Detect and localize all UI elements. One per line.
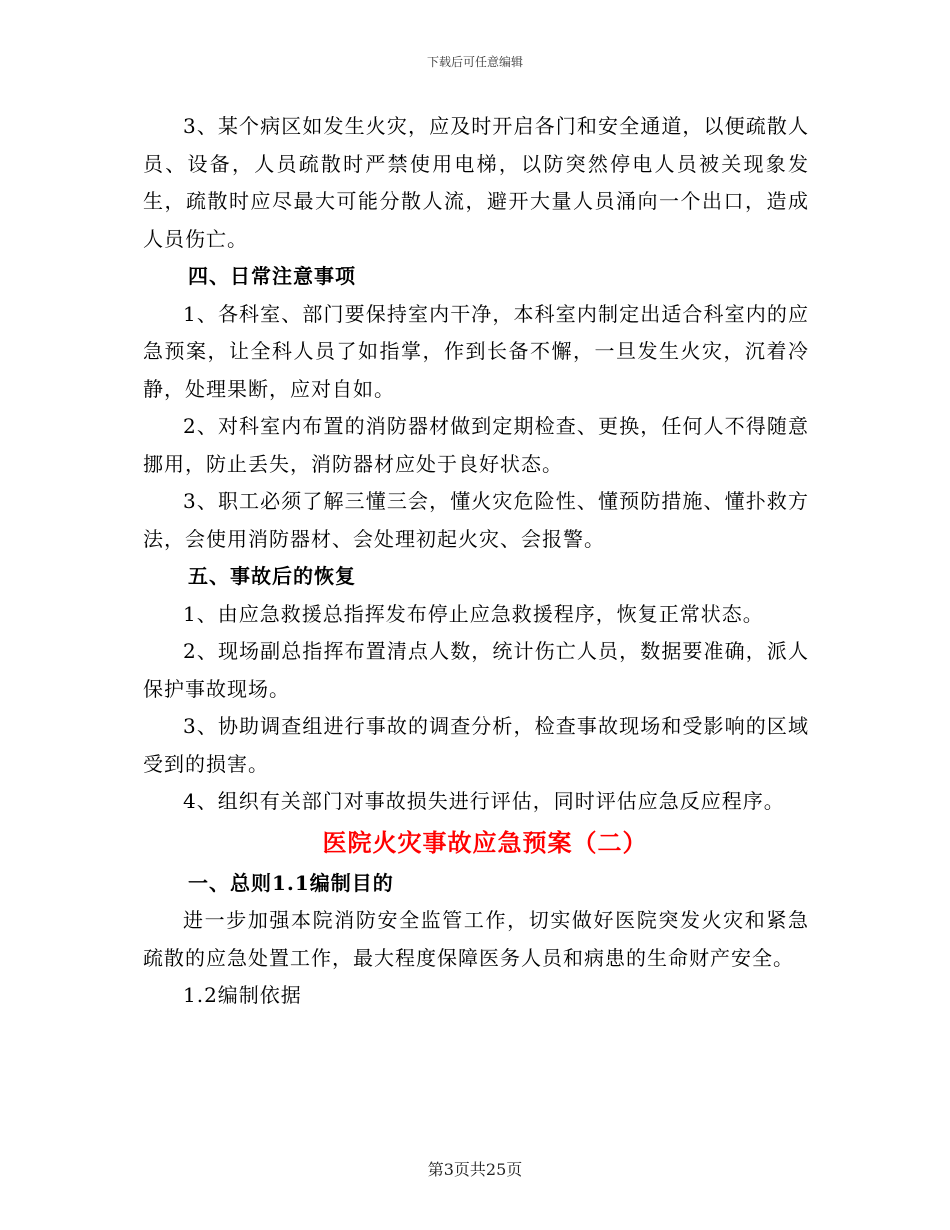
page-header: 下载后可任意编辑 (426, 55, 523, 69)
paragraph-recovery-2: 2、现场副总指挥布置清点人数，统计伤亡人员，数据要准确，派人保护事故现场。 (143, 639, 809, 701)
document-title-part-two: 医院火灾事故应急预案（二） (322, 827, 648, 857)
section-heading-recovery: 五、事故后的恢复 (188, 564, 356, 588)
section-heading-daily-notes: 四、日常注意事项 (188, 264, 356, 288)
paragraph-recovery-3: 3、协助调查组进行事故的调查分析，检查事故现场和受影响的区域受到的损害。 (143, 714, 809, 776)
paragraph-daily-2: 2、对科室内布置的消防器材做到定期检查、更换，任何人不得随意挪用，防止丢失，消防器材应处于良好状态。 (143, 414, 809, 476)
paragraph-recovery-1: 1、由应急救援总指挥发布停止应急救援程序，恢复正常状态。 (183, 601, 764, 626)
paragraph-purpose: 进一步加强本院消防安全监管工作，切实做好医院突发火灾和紧急疏散的应急处置工作，最大程度保障医务人员和病患的生命财产安全。 (143, 908, 809, 970)
page-footer: 第3页共25页 (427, 1160, 523, 1179)
paragraph-daily-1: 1、各科室、部门要保持室内干净，本科室内制定出适合科室内的应急预案，让全科人员了如指掌，作到长备不懈，一旦发生火灾，沉着冷静，处理果断，应对自如。 (143, 301, 809, 401)
paragraph-recovery-4: 4、组织有关部门对事故损失进行评估，同时评估应急反应程序。 (183, 789, 785, 813)
paragraph-basis-heading: 1.2编制依据 (183, 983, 302, 1007)
paragraph-evacuation: 3、某个病区如发生火灾，应及时开启各门和安全通道，以便疏散人员、设备，人员疏散时严禁使用电梯，以防突然停电人员被关现象发生，疏散时应尽最大可能分散人流，避开大量人员涌向一个出口，造成人员伤亡。 (143, 114, 809, 251)
section-heading-general: 一、总则1.1编制目的 (188, 870, 394, 895)
paragraph-daily-3: 3、职工必须了解三懂三会，懂火灾危险性、懂预防措施、懂扑救方法，会使用消防器材、会处理初起火灾、会报警。 (143, 489, 809, 551)
document-body (143, 108, 809, 1015)
